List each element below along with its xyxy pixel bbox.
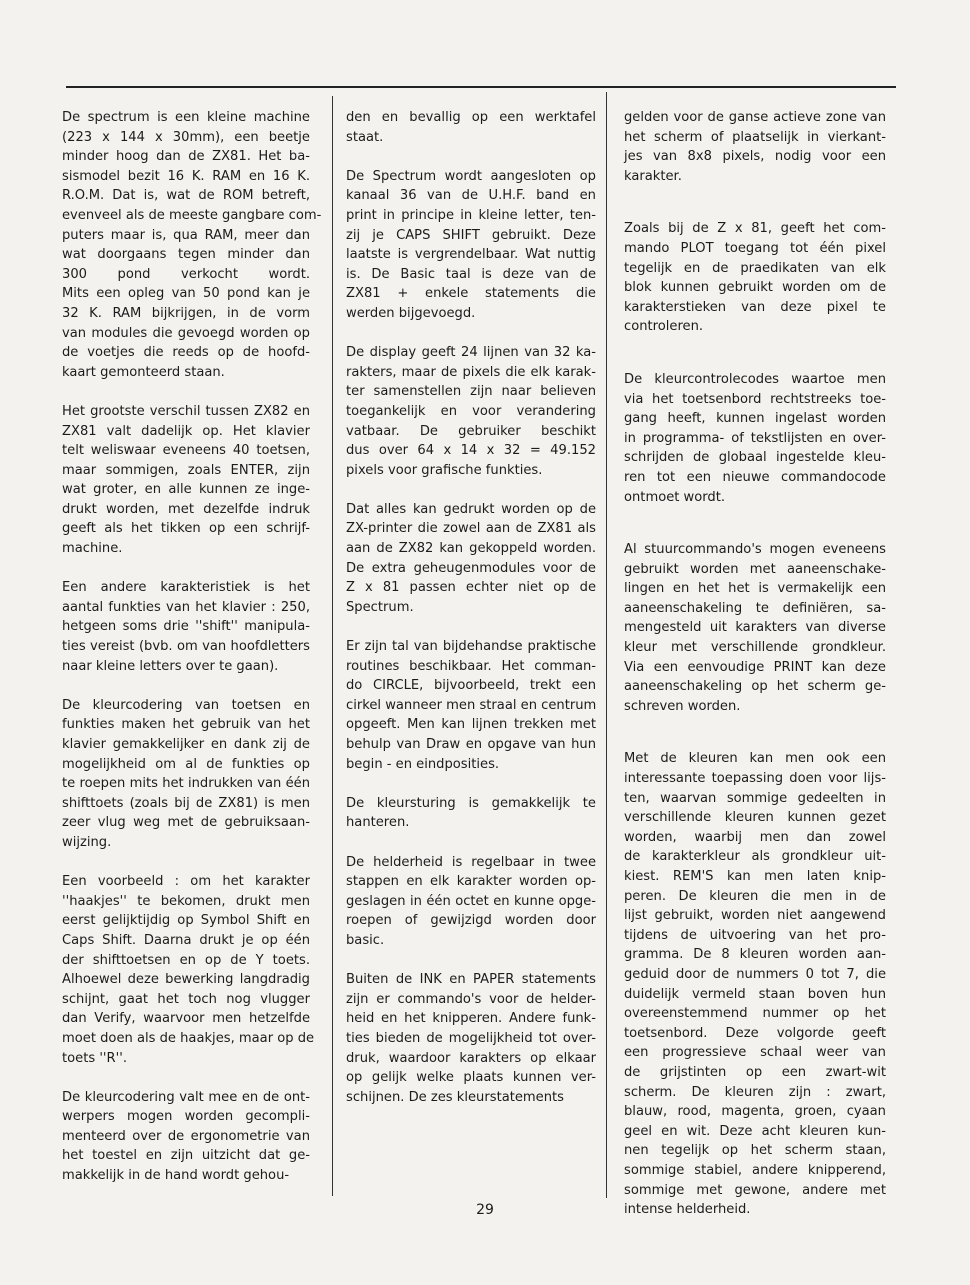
text-line: nen tegelijk op het scherm staan, <box>624 1143 886 1159</box>
text-line: begin - en eindposities. <box>346 756 500 772</box>
text-line: Al stuurcommando's mogen eveneens <box>624 542 886 558</box>
text-line: makkelijk in de hand wordt gehou- <box>62 1168 290 1184</box>
text-line: schijnen. De zes kleurstatements <box>346 1089 564 1105</box>
text-line: intense helderheid. <box>624 1202 751 1218</box>
text-line: telt weliswaar eveneens 40 toetsen, <box>62 443 310 459</box>
text-line: worden, waarbij men dan zowel <box>624 829 886 845</box>
text-line: kiest. REM'S kan men laten knip- <box>624 869 886 884</box>
text-line: klavier gemakkelijker en dank zij de <box>62 737 310 752</box>
paragraph <box>346 637 596 774</box>
text-line: ontmoet wordt. <box>624 489 726 505</box>
text-line: roepen of gewijzigd worden door <box>346 913 596 929</box>
text-line: geduid door de nummers 0 tot 7, die <box>624 966 886 982</box>
column-divider-left <box>332 96 333 1196</box>
text-line: den en bevallig op een werktafel <box>346 110 596 125</box>
paragraph <box>346 970 596 1107</box>
text-line: toegankelijk en voor verandering <box>346 403 596 419</box>
text-line: de grijstinten op een zwart-wit <box>624 1064 886 1080</box>
paragraph <box>346 794 596 833</box>
text-line: aaneenschakeling op het scherm ge- <box>624 679 886 695</box>
text-line: De Spectrum wordt aangesloten op <box>346 168 596 184</box>
text-line: Zoals bij de Z x 81, geeft het com- <box>624 221 886 237</box>
text-line: De kleurcodering valt mee en de ont- <box>62 1089 310 1105</box>
text-line: dan Verify, waarvoor men hetzelfde <box>62 1011 310 1027</box>
text-line: do CIRCLE, bijvoorbeeld, trekt een <box>346 678 596 694</box>
text-line: De kleursturing is gemakkelijk te <box>346 795 596 811</box>
text-line: geeft als het tikken op een schrijf- <box>62 521 310 537</box>
text-line: R.O.M. Dat is, wat de ROM betreft, <box>62 188 310 204</box>
text-line: jes van 8x8 pixels, nodig voor een <box>624 149 886 165</box>
text-line: werden bijgevoegd. <box>346 305 476 321</box>
text-line: sommige stabiel, andere knipperend, <box>624 1162 886 1178</box>
text-line: zeer vlug weg met de gebruiksaan- <box>62 815 310 831</box>
text-line: het scherm of plaatselijk in vierkant- <box>624 129 886 145</box>
text-line: Z x 81 passen echter niet op de <box>346 580 596 596</box>
text-line: ''haakjes'' te bekomen, drukt men <box>62 893 310 909</box>
paragraph <box>62 402 310 559</box>
text-line: De kleurcodering van toetsen en <box>62 697 310 713</box>
paragraph <box>62 108 322 382</box>
text-line: controleren. <box>624 319 704 335</box>
text-line: blok kunnen gebruikt worden om de <box>624 280 886 296</box>
text-line: heid en het knipperen. Andere funk- <box>346 1011 596 1027</box>
text-line: basic. <box>346 932 385 948</box>
paragraph <box>346 500 596 618</box>
text-line: lingen en het het is vermakelijk een <box>624 581 886 597</box>
text-line: shifttoets (zoals bij de ZX81) is men <box>62 795 310 811</box>
text-line: kaart gemonteerd staan. <box>62 364 225 380</box>
text-line: wat groter, en alle kunnen ze inge- <box>62 482 310 498</box>
text-line: evenveel als de meeste gangbare com- <box>62 207 322 223</box>
text-line: schreven worden. <box>624 698 741 714</box>
text-line: via het toetsenbord rechtstreeks toe- <box>624 391 886 407</box>
text-line: stappen en elk karakter worden op- <box>346 874 596 890</box>
text-line: drukt worden, met dezelfde indruk <box>62 501 310 517</box>
text-line: te roepen mits het indrukken van één <box>62 776 310 792</box>
text-line: Met de kleuren kan men ook een <box>624 751 886 767</box>
paragraph <box>624 749 886 1219</box>
text-line: wat doorgaans tegen minder dan <box>62 247 310 263</box>
paragraph <box>624 370 886 507</box>
paragraph <box>62 696 310 853</box>
text-line: mogelijkheid om al de funkties op <box>62 756 310 772</box>
text-line: vatbaar. De gebruiker beschikt <box>346 423 596 439</box>
paragraph <box>62 872 315 1068</box>
text-column-2 <box>346 108 596 1127</box>
text-line: het toestel en zijn uitzicht dat ge- <box>62 1148 310 1164</box>
text-line: ZX-printer die zowel aan de ZX81 als <box>346 521 596 537</box>
text-line: zij je CAPS SHIFT gebruikt. Deze <box>346 227 596 243</box>
paragraph <box>346 853 596 951</box>
text-line: maar sommigen, zoals ENTER, zijn <box>62 462 310 478</box>
paragraph <box>62 1088 310 1186</box>
paragraph <box>346 167 596 324</box>
text-column-1 <box>62 108 322 1205</box>
text-line: der shifttoetsen en op de Y toets. <box>62 952 310 968</box>
text-line: duidelijk vermeld staan boven hun <box>624 986 886 1002</box>
text-line: aan de ZX82 kan gekoppeld worden. <box>346 541 596 557</box>
text-line: opgeeft. Men kan lijnen trekken met <box>346 717 596 733</box>
text-line: werpers mogen worden gecompli- <box>62 1109 310 1125</box>
text-line: zijn er commando's voor de helder- <box>346 991 596 1007</box>
text-line: Er zijn tal van bijdehandse praktische <box>346 639 596 655</box>
text-line: Een andere karakteristiek is het <box>62 580 310 596</box>
text-line: laatste is vergrendelbaar. Wat nuttig <box>346 247 596 263</box>
text-line: hetgeen soms drie ''shift'' manipula- <box>62 619 310 635</box>
column-divider-right <box>606 92 607 1198</box>
text-line: in programma- of tekstlijsten en over- <box>624 430 886 446</box>
text-line: verschillende kleuren kunnen gezet <box>624 810 886 826</box>
text-line: gebruikt worden met aaneenschake- <box>624 561 886 577</box>
text-line: De spectrum is een kleine machine <box>62 110 310 125</box>
text-line: blauw, rood, magenta, groen, cyaan <box>624 1104 886 1120</box>
text-line: De display geeft 24 lijnen van 32 ka- <box>346 345 596 361</box>
text-line: tijdens de uitvoering van het pro- <box>624 927 886 943</box>
text-line: toets ''R''. <box>62 1050 127 1066</box>
text-line: ren tot een nieuwe commandocode <box>624 469 886 485</box>
text-line: De helderheid is regelbaar in twee <box>346 854 596 870</box>
text-line: 300 pond verkocht wordt. <box>62 266 310 282</box>
text-line: 32 K. RAM bijkrijgen, in de vorm <box>62 305 310 321</box>
text-line: De kleurcontrolecodes waartoe men <box>624 371 886 387</box>
text-line: minder hoog dan de ZX81. Het ba- <box>62 149 310 165</box>
text-line: Spectrum. <box>346 599 414 615</box>
text-line: is. De Basic taal is deze van de <box>346 266 596 282</box>
header-rule <box>66 86 896 88</box>
paragraph <box>346 343 596 480</box>
text-line: Buiten de INK en PAPER statements <box>346 972 596 988</box>
text-line: toetsenbord. Deze volgorde geeft <box>624 1025 886 1041</box>
paragraph <box>624 219 886 337</box>
text-line: kanaal 36 van de U.H.F. band en <box>346 188 596 204</box>
text-line: rakters, maar de pixels die elk karak- <box>346 364 596 380</box>
text-line: Via een eenvoudige PRINT kan deze <box>624 659 886 675</box>
text-line: karakter. <box>624 168 682 184</box>
text-line: behulp van Draw en opgave van hun <box>346 737 596 752</box>
text-line: machine. <box>62 541 123 557</box>
text-line: aaneenschakeling te definiëren, sa- <box>624 600 886 616</box>
text-line: mando PLOT toegang tot één pixel <box>624 240 886 256</box>
text-line: De extra geheugenmodules voor de <box>346 560 596 576</box>
text-line: karakterstieken van deze pixel te <box>624 299 886 315</box>
text-line: eerst gelijktijdig op Symbol Shift en <box>62 913 310 929</box>
text-line: Mits een opleg van 50 pond kan je <box>62 286 310 302</box>
text-line: mengesteld uit karakters van diverse <box>624 620 886 636</box>
text-line: tegelijk en de praedikaten van elk <box>624 260 886 276</box>
text-line: een progressieve schaal weer van <box>624 1045 886 1061</box>
paragraph <box>624 540 886 716</box>
text-line: Alhoewel deze bewerking langdradig <box>62 972 310 988</box>
text-line: hanteren. <box>346 815 410 831</box>
text-line: geslagen in één octet en kunne opge- <box>346 893 596 909</box>
text-line: moet doen als de haakjes, maar op de <box>62 1030 315 1046</box>
text-line: schrijden de globaal ingestelde kleu- <box>624 450 886 466</box>
text-line: menteerd over de ergonometrie van <box>62 1128 310 1144</box>
text-line: puters maar is, qua RAM, meer dan <box>62 227 310 243</box>
text-line: ties bieden de mogelijkheid tot over- <box>346 1030 596 1046</box>
text-line: Het grootste verschil tussen ZX82 en <box>62 403 310 419</box>
text-line: lijst gebruikt, worden niet aangewend <box>624 908 886 924</box>
text-line: cirkel wanneer men straal en centrum <box>346 697 597 713</box>
paragraph <box>346 108 596 147</box>
text-line: schijnt, gaat het toch nog vlugger <box>62 991 310 1007</box>
text-line: Caps Shift. Daarna drukt je op één <box>62 932 310 948</box>
text-line: scherm. De kleuren zijn : zwart, <box>624 1084 886 1100</box>
text-line: Een voorbeeld : om het karakter <box>62 874 310 890</box>
paragraph <box>624 108 886 186</box>
text-line: print in principe in kleine letter, ten- <box>346 207 596 223</box>
text-line: gramma. De 8 kleuren worden aan- <box>624 947 886 963</box>
text-line: ZX81 valt dadelijk op. Het klavier <box>62 423 310 439</box>
text-line: kleur met verschillende grondkleur. <box>624 640 886 656</box>
text-line: naar kleine letters over te gaan). <box>62 658 279 674</box>
paragraph <box>62 578 310 676</box>
text-line: ties vereist (bvb. om van hoofdletters <box>62 639 310 655</box>
text-line: peren. De kleuren die men in de <box>624 888 886 904</box>
text-line: op gelijk welke plaats kunnen ver- <box>346 1070 596 1086</box>
text-column-3 <box>624 108 886 1253</box>
text-line: gang heeft, kunnen ingelast worden <box>624 411 886 427</box>
text-line: van modules die gevoegd worden op <box>62 325 310 341</box>
text-line: funkties maken het gebruik van het <box>62 717 310 733</box>
text-line: wijzing. <box>62 834 112 850</box>
page-number: 29 <box>476 1202 494 1218</box>
text-line: routines beschikbaar. Het comman- <box>346 658 596 674</box>
text-line: sismodel bezit 16 K. RAM en 16 K. <box>62 168 310 184</box>
text-line: (223 x 144 x 30mm), een beetje <box>62 129 310 145</box>
text-line: interessante toepassing doen voor lijs- <box>624 771 886 787</box>
text-line: overeenstemmend nummer op het <box>624 1006 886 1022</box>
text-line: geel en wit. Deze acht kleuren kun- <box>624 1123 886 1139</box>
text-line: ter samenstellen zijn naar believen <box>346 384 596 400</box>
text-line: staat. <box>346 129 384 145</box>
text-line: ZX81 + enkele statements die <box>346 286 596 302</box>
text-line: de voetjes die reeds op de hoofd- <box>62 345 310 361</box>
text-line: gelden voor de ganse actieve zone van <box>624 110 886 125</box>
text-line: aantal funkties van het klavier : 250, <box>62 599 310 615</box>
text-line: ten, waarvan sommige gedeelten in <box>624 790 886 806</box>
text-line: dus over 64 x 14 x 32 = 49.152 <box>346 443 596 459</box>
text-line: druk, waardoor karakters op elkaar <box>346 1050 596 1066</box>
text-line: sommige met gewone, andere met <box>624 1182 886 1198</box>
text-line: Dat alles kan gedrukt worden op de <box>346 501 596 517</box>
text-line: pixels voor grafische funkties. <box>346 462 543 478</box>
text-line: de karakterkleur als grondkleur uit- <box>624 849 886 865</box>
